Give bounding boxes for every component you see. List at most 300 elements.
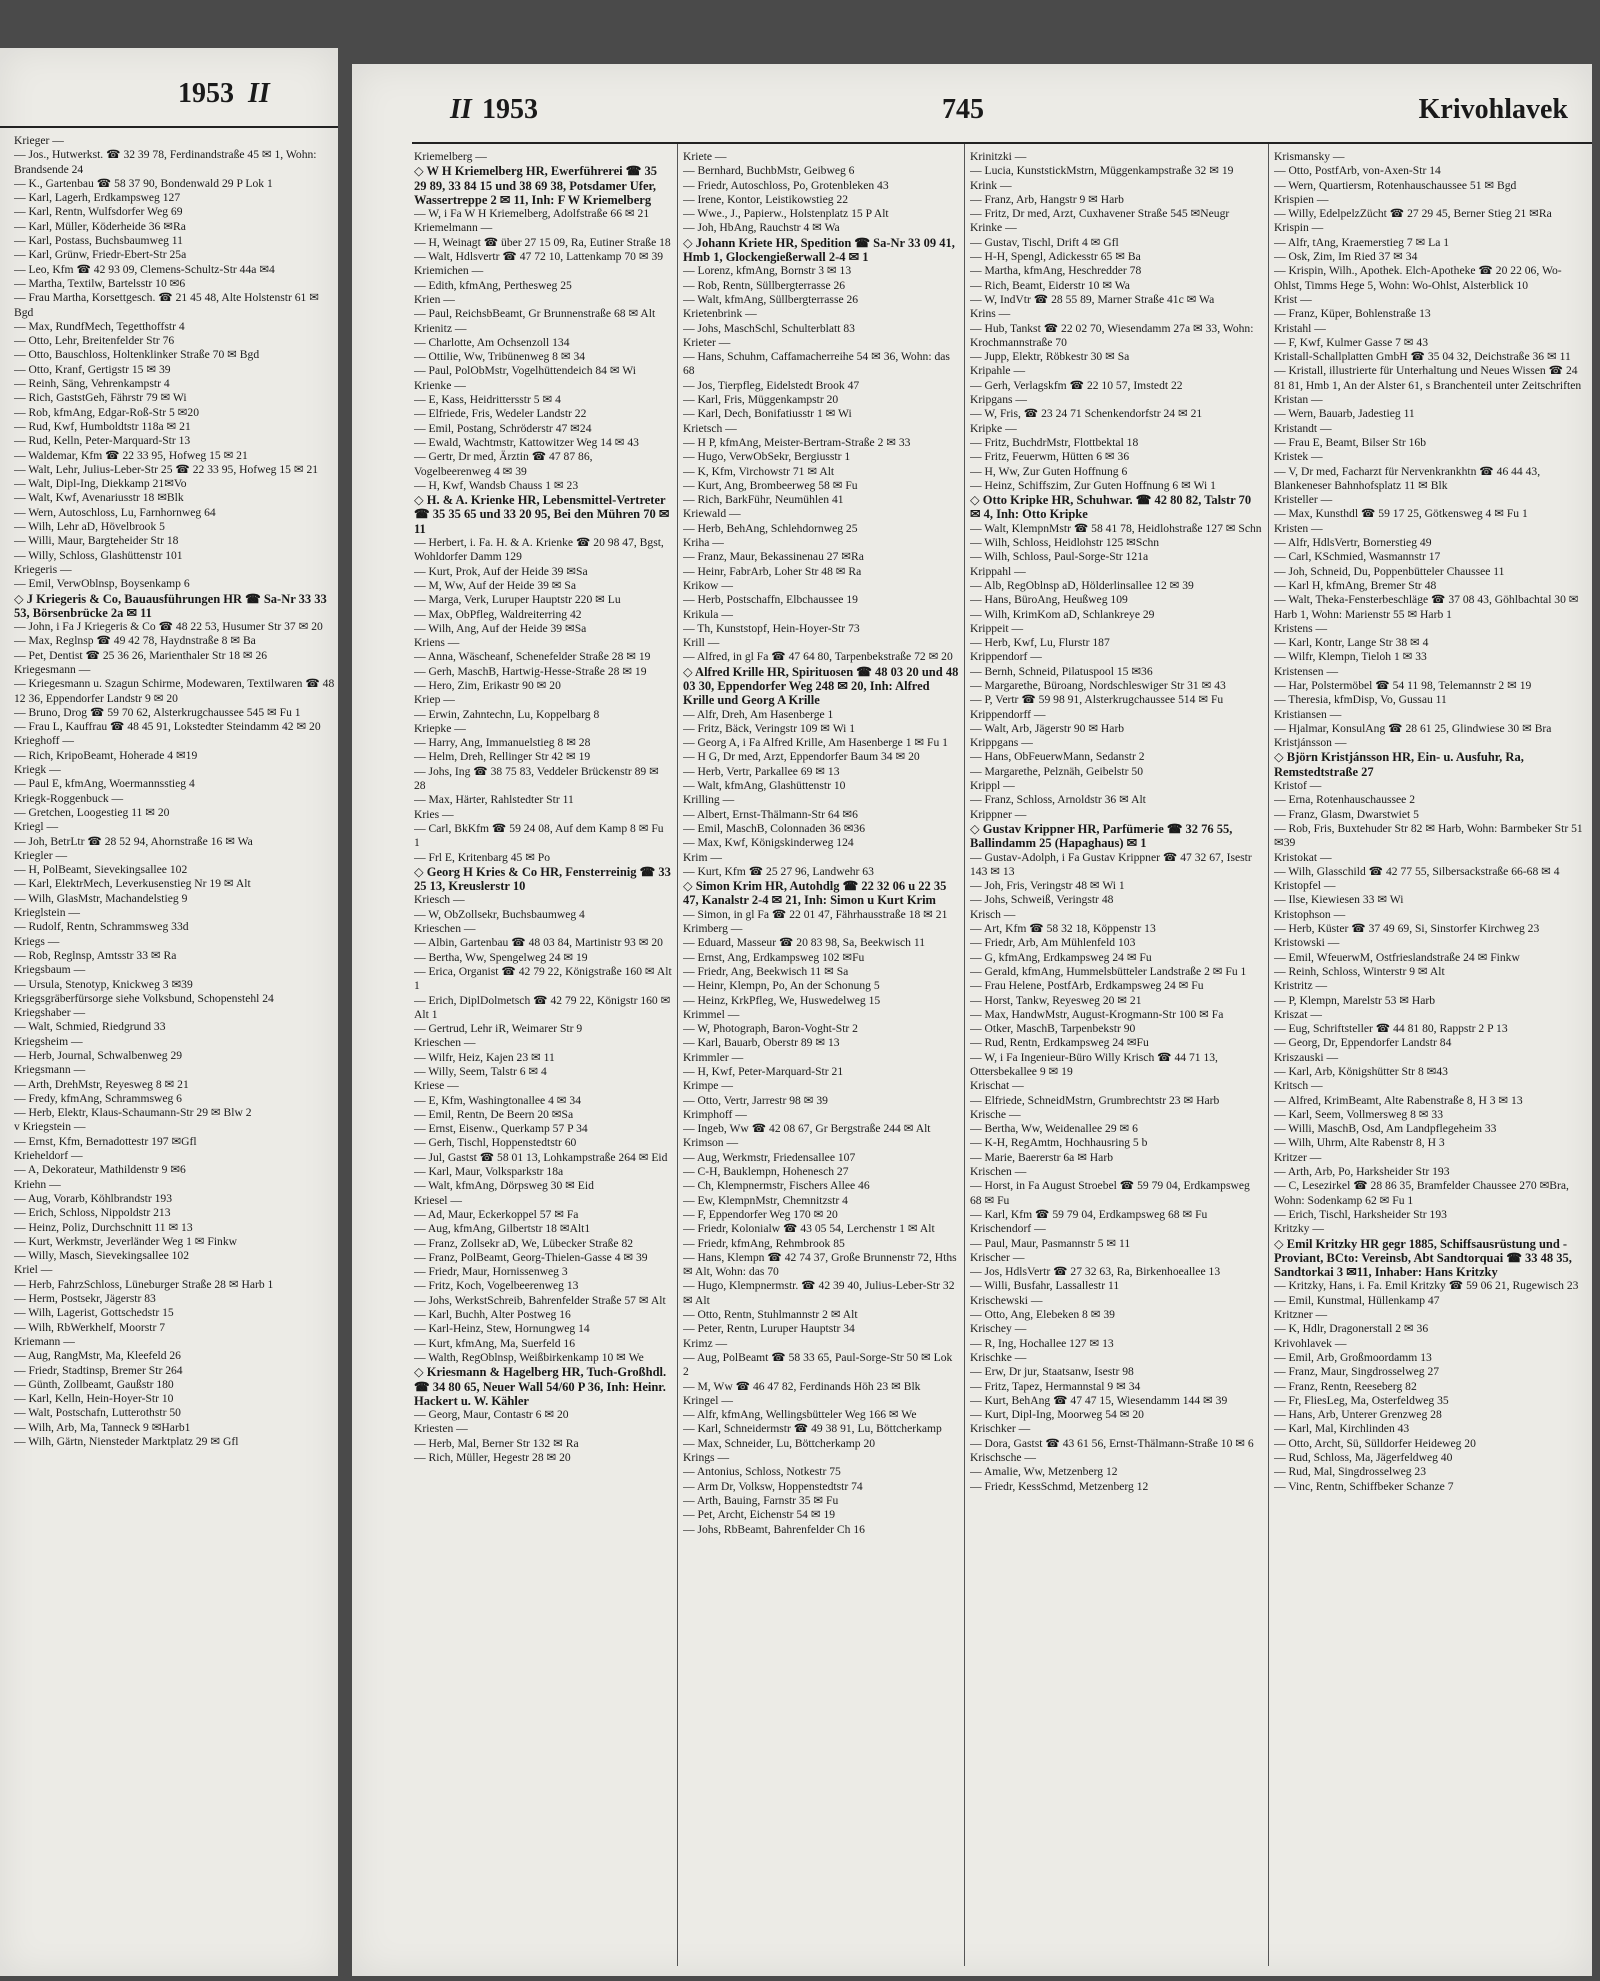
- directory-entry: — Herb, Vertr, Parkallee 69 ✉ 13: [683, 764, 840, 778]
- directory-entry: — Jos, Tierpfleg, Eidelstedt Brook 47: [683, 378, 860, 392]
- directory-entry: — Dora, Gastst ☎ 43 61 56, Ernst-Thälmann-Straße 10 ✉ 6: [970, 1436, 1254, 1450]
- directory-entry: — Erich, DiplDolmetsch ☎ 42 79 22, Königstr 160 ✉ Alt 1: [414, 993, 671, 1021]
- directory-entry: — Walth, RegOblnsp, Weißbirkenkamp 10 ✉ We: [414, 1350, 644, 1364]
- directory-entry: — Kurt, Ang, Brombeerweg 58 ✉ Fu: [683, 478, 858, 492]
- directory-entry: — Leo, Kfm ☎ 42 93 09, Clemens-Schultz-Str 44a ✉4: [14, 262, 275, 276]
- directory-entry: — Rudolf, Rentn, Schrammsweg 33d: [14, 920, 189, 934]
- directory-entry: — Otto, Kranf, Gertigstr 15 ✉ 39: [14, 362, 171, 376]
- directory-entry: — Hero, Zim, Erikastr 90 ✉ 20: [414, 678, 561, 692]
- directory-entry: Kriegk —: [14, 763, 61, 777]
- directory-entry: — Emil, Rentn, De Beern 20 ✉Sa: [414, 1107, 574, 1121]
- directory-entry: — Franz, Rentn, Reeseberg 82: [1274, 1379, 1417, 1393]
- directory-entry: — Walt, kfmAng, Süllbergterrasse 26: [683, 292, 859, 306]
- directory-entry: — Ad, Maur, Eckerkoppel 57 ✉ Fa: [414, 1207, 579, 1221]
- directory-entry: Krieter —: [683, 335, 731, 349]
- directory-entry: Kriegsgräberfürsorge siehe Volksbund, Schopenstehl 24: [14, 991, 274, 1005]
- directory-entry: — V, Dr med, Facharzt für Nervenkrankhtn ☎ 46 44 43, Blankeneser Bahnhofsplatz 11 ✉ Blk: [1274, 464, 1541, 492]
- directory-entry: Krimphoff —: [683, 1107, 747, 1121]
- directory-entry: ◇ J Kriegeris & Co, Bauausführungen HR ☎ Sa-Nr 33 33 53, Börsenbrücke 2a ✉ 11: [14, 591, 327, 620]
- directory-entry: Krische —: [970, 1107, 1021, 1121]
- directory-entry: — Eug, Schriftsteller ☎ 44 81 80, Rappstr 2 P 13: [1274, 1022, 1508, 1036]
- directory-entry: — Herb, Journal, Schwalbenweg 29: [14, 1049, 183, 1062]
- directory-entry: Kritzer —: [1274, 1150, 1322, 1164]
- directory-entry: — Max, RundfMech, Tegetthoffstr 4: [14, 319, 185, 333]
- directory-entry: — Georg A, i Fa Alfred Krille, Am Hasenberge 1 ✉ Fu 1: [683, 736, 948, 750]
- directory-entry: ◇ Simon Krim HR, Autohdlg ☎ 22 32 06 u 22 35 47, Kanalstr 2-4 ✉ 21, Inh: Simon u Kurt Krim: [683, 879, 947, 908]
- directory-entry: — H P, kfmAng, Meister-Bertram-Straße 2 ✉ 33: [683, 435, 911, 449]
- page-number: 745: [942, 94, 984, 125]
- directory-entry: — Karl, Bauarb, Oberstr 89 ✉ 13: [683, 1036, 840, 1050]
- directory-entry: — Alfred, KrimBeamt, Alte Rabenstraße 8, H 3 ✉ 13: [1274, 1093, 1523, 1107]
- right-column-3: [970, 150, 1262, 1966]
- directory-entry: Kripgans —: [970, 393, 1027, 407]
- directory-entry: — P, Vertr ☎ 59 98 91, Alsterkrugchaussee 514 ✉ Fu: [970, 693, 1224, 707]
- left-page-header: [0, 78, 338, 118]
- directory-entry: — Franz, Arb, Hangstr 9 ✉ Harb: [970, 192, 1124, 206]
- directory-entry: — K, Hdlr, Dragonerstall 2 ✉ 36: [1274, 1322, 1429, 1336]
- directory-entry: — Antonius, Schloss, Notkestr 75: [683, 1465, 841, 1479]
- directory-entry: — Ewald, Wachtmstr, Kattowitzer Weg 14 ✉ 43: [414, 435, 639, 449]
- directory-entry: Krim —: [683, 850, 722, 864]
- directory-entry: — Max, HandwMstr, August-Krogmann-Str 100 ✉ Fa: [970, 1007, 1224, 1021]
- directory-entry: — Wilh, Schloss, Paul-Sorge-Str 121a: [970, 550, 1149, 564]
- directory-entry: Kristiansen —: [1274, 707, 1342, 721]
- directory-entry: — Erich, Tischl, Harksheider Str 193: [1274, 1207, 1447, 1221]
- directory-entry: — Vinc, Rentn, Schiffbeker Schanze 7: [1274, 1479, 1454, 1493]
- directory-entry: Kristan —: [1274, 393, 1323, 407]
- directory-entry: — Walt, Theka-Fensterbeschläge ☎ 37 08 43, Göhlbachtal 30 ✉ Harb 1, Wohn: Marienstr 55 ✉ Harb 1: [1274, 593, 1579, 621]
- directory-entry: — Gerh, Verlagskfm ☎ 22 10 57, Imstedt 22: [970, 378, 1183, 392]
- directory-entry: — Pet, Archt, Eichenstr 54 ✉ 19: [683, 1508, 836, 1522]
- directory-entry: Kriegk-Roggenbuck —: [14, 791, 124, 805]
- directory-entry: — Bertha, Ww, Weidenallee 29 ✉ 6: [970, 1122, 1138, 1136]
- directory-entry: — Wern, Bauarb, Jadestieg 11: [1274, 407, 1415, 421]
- directory-entry: — Albert, Ernst-Thälmann-Str 64 ✉6: [683, 807, 858, 821]
- directory-entry: — E, Kass, Heidrittersstr 5 ✉ 4: [414, 393, 561, 407]
- directory-entry: Kristokat —: [1274, 850, 1332, 864]
- directory-entry: Kriegsheim —: [14, 1034, 83, 1048]
- directory-entry: — Erich, Schloss, Nippoldstr 213: [14, 1206, 171, 1220]
- directory-entry: Krienke —: [414, 378, 466, 392]
- directory-entry: — Margarethe, Büroang, Nordschleswiger Str 31 ✉ 43: [970, 678, 1226, 692]
- directory-entry: — Wern, Autoschloss, Lu, Farnhornweg 64: [14, 505, 216, 519]
- directory-entry: — A, Dekorateur, Mathildenstr 9 ✉6: [14, 1163, 186, 1177]
- directory-entry: — Franz, Maur, Singdrosselweg 27: [1274, 1365, 1440, 1379]
- directory-entry: — Johs, RbBeamt, Bahrenfelder Ch 16: [683, 1522, 865, 1536]
- directory-entry: — Rob, kfmAng, Edgar-Roß-Str 5 ✉20: [14, 405, 199, 419]
- directory-entry: Krippgans —: [970, 736, 1033, 750]
- directory-entry: — Albin, Gartenbau ☎ 48 03 84, Martinistr 93 ✉ 20: [414, 936, 663, 950]
- directory-entry: — Karl, Kelln, Hein-Hoyer-Str 10: [14, 1392, 174, 1406]
- directory-entry: — H, Weinagt ☎ über 27 15 09, Ra, Eutiner Straße 18: [414, 235, 671, 249]
- directory-entry: Kriegshaber —: [14, 1006, 86, 1020]
- directory-entry: — Horst, in Fa August Stroebel ☎ 59 79 04, Erdkampsweg 68 ✉ Fu: [970, 1179, 1250, 1207]
- directory-entry: Kriesel —: [414, 1193, 462, 1207]
- directory-entry: — Marga, Verk, Luruper Hauptstr 220 ✉ Lu: [414, 593, 621, 607]
- directory-entry: — Ernst, Eisenw., Querkamp 57 P 34: [414, 1122, 588, 1136]
- directory-entry: — Wilfr, Klempn, Tieloh 1 ✉ 33: [1274, 650, 1427, 664]
- directory-entry: Kristen —: [1274, 521, 1323, 535]
- directory-entry: Kriesch —: [414, 893, 465, 907]
- directory-entry: — Karl, Kfm ☎ 59 79 04, Erdkampsweg 68 ✉ Fu: [970, 1207, 1208, 1221]
- directory-entry: — Gustav-Adolph, i Fa Gustav Krippner ☎ 47 32 67, Isestr 143 ✉ 13: [970, 850, 1252, 878]
- directory-entry: — Franz, Küper, Bohlenstraße 13: [1274, 307, 1431, 321]
- directory-entry: Kriegeris —: [14, 562, 72, 576]
- directory-entry: — Kristall, illustrierte für Unterhaltung und Neues Wissen ☎ 24 81 81, Hmb 1, An der Alster 61, s Branchenteil unter Zeitschriften: [1274, 364, 1582, 392]
- directory-entry: Krippendorf —: [970, 650, 1042, 664]
- directory-entry: — Ilse, Kiewiesen 33 ✉ Wi: [1274, 893, 1404, 907]
- directory-entry: — K-H, RegAmtm, Hochhausring 5 b: [970, 1136, 1148, 1150]
- directory-entry: Kriese —: [414, 1079, 459, 1093]
- directory-entry: — K, Kfm, Virchowstr 71 ✉ Alt: [683, 464, 835, 478]
- directory-entry: Kriszauski —: [1274, 1050, 1339, 1064]
- directory-entry: — Friedr, Arb, Am Mühlenfeld 103: [970, 936, 1136, 950]
- directory-entry: — Herb, Postschaffn, Elbchaussee 19: [683, 593, 858, 607]
- directory-entry: — Joh, BetrLtr ☎ 28 52 94, Ahornstraße 16 ✉ Wa: [14, 834, 253, 848]
- directory-entry: — Franz, Glasm, Dwarstwiet 5: [1274, 807, 1419, 821]
- guide-word: Krivohlavek: [1418, 94, 1568, 125]
- directory-entry: — Karl, Müller, Köderheide 36 ✉Ra: [14, 219, 186, 233]
- directory-entry: Krimz —: [683, 1336, 728, 1350]
- directory-entry: — Arm Dr, Volksw, Hoppenstedtstr 74: [683, 1479, 863, 1493]
- directory-entry: — Karl, Seem, Vollmersweg 8 ✉ 33: [1274, 1107, 1444, 1121]
- directory-entry: — E, Kfm, Washingtonallee 4 ✉ 34: [414, 1093, 581, 1107]
- directory-entry: Krilling —: [683, 793, 735, 807]
- directory-entry: — Walt, Arb, Jägerstr 90 ✉ Harb: [970, 721, 1125, 735]
- directory-entry: — Fritz, Bäck, Veringstr 109 ✉ Wi 1: [683, 721, 856, 735]
- directory-entry: Kripke —: [970, 421, 1017, 435]
- directory-entry: — Edith, kfmAng, Perthesweg 25: [414, 278, 572, 292]
- directory-entry: Kristahl —: [1274, 321, 1326, 335]
- directory-entry: Kritzner —: [1274, 1308, 1328, 1322]
- directory-entry: — Hugo, VerwObSekr, Bergiusstr 1: [683, 450, 851, 464]
- directory-entry: — Th, Kunststopf, Hein-Hoyer-Str 73: [683, 621, 860, 635]
- directory-entry: — Frau Helene, PostfArb, Erdkampsweg 24 ✉ Fu: [970, 979, 1204, 993]
- directory-entry: — Alfr, kfmAng, Wellingsbütteler Weg 166 ✉ We: [683, 1408, 917, 1422]
- directory-entry: Kriegl —: [14, 820, 59, 834]
- directory-entry: — Arth, DrehMstr, Reyesweg 8 ✉ 21: [14, 1077, 189, 1091]
- directory-entry: Krien —: [414, 292, 455, 306]
- directory-entry: Krieschen —: [414, 1036, 476, 1050]
- directory-entry: — Wilh, Arb, Ma, Tanneck 9 ✉Harb1: [14, 1420, 191, 1434]
- left-header-roman: II: [248, 78, 270, 109]
- directory-entry: — W, IndVtr ☎ 28 55 89, Marner Straße 41c ✉ Wa: [970, 292, 1215, 306]
- left-header-rule: [0, 126, 338, 128]
- directory-entry: — Krispin, Wilh., Apothek. Elch-Apotheke ☎ 20 22 06, Wo-Ohlst, Timms Hege 5, Wohn: Wo-Ohlst, Alsterblick 10: [1274, 264, 1562, 292]
- directory-entry: — Fritz, Feuerwm, Hütten 6 ✉ 36: [970, 450, 1130, 464]
- directory-entry: — Karl, Postass, Buchsbaumweg 11: [14, 234, 183, 248]
- directory-entry: — Frau L, Kauffrau ☎ 48 45 91, Lokstedter Steindamm 42 ✉ 20: [14, 720, 321, 734]
- directory-entry: — Kurt, kfmAng, Ma, Suerfeld 16: [414, 1336, 575, 1350]
- directory-entry: — Joh, HbAng, Rauchstr 4 ✉ Wa: [683, 221, 840, 235]
- directory-entry: — Charlotte, Am Ochsenzoll 134: [414, 335, 570, 349]
- directory-entry: — Karl H, kfmAng, Bremer Str 48: [1274, 578, 1437, 592]
- directory-entry: — Alfr, tAng, Kraemerstieg 7 ✉ La 1: [1274, 235, 1450, 249]
- directory-entry: — Simon, in gl Fa ☎ 22 01 47, Fährhausstraße 18 ✉ 21: [683, 907, 948, 921]
- directory-entry: — Wilh, Lehr aD, Hövelbrook 5: [14, 520, 165, 534]
- column-rule: [1268, 144, 1269, 1966]
- directory-entry: Kristjánsson —: [1274, 736, 1347, 750]
- directory-entry: Krischer —: [970, 1250, 1025, 1264]
- directory-entry: ◇ Georg H Kries & Co HR, Fensterreinig ☎ 33 25 13, Kreuslerstr 10: [414, 864, 671, 894]
- right-header-rule: [412, 142, 1592, 144]
- directory-entry: — Karl, ElektrMech, Leverkusenstieg Nr 19 ✉ Alt: [14, 877, 251, 891]
- directory-entry: Krieheldorf —: [14, 1149, 83, 1163]
- directory-entry: — Walt, Dipl-Ing, Diekkamp 21✉Vo: [14, 477, 187, 491]
- directory-entry: — C, Lesezirkel ☎ 28 86 35, Bramfelder Chaussee 270 ✉Bra, Wohn: Sodenkamp 62 ✉ Fu 1: [1274, 1179, 1569, 1207]
- directory-entry: — Johs, MaschSchl, Schulterblatt 83: [683, 321, 855, 335]
- directory-entry: — Pet, Dentist ☎ 25 36 26, Marienthaler Str 18 ✉ 26: [14, 648, 268, 662]
- directory-entry: — Herb, Elektr, Klaus-Schaumann-Str 29 ✉ Blw 2: [14, 1106, 252, 1120]
- directory-entry: — Rob, Rentn, Süllbergterrasse 26: [683, 278, 846, 292]
- directory-entry: — H, Kwf, Peter-Marquard-Str 21: [683, 1065, 844, 1078]
- directory-entry: — Wilh, RbWerkhelf, Moorstr 7: [14, 1320, 166, 1334]
- directory-entry: — Kurt, Dipl-Ing, Moorweg 54 ✉ 20: [970, 1408, 1144, 1422]
- directory-entry: — Rich, BarkFühr, Neumühlen 41: [683, 493, 844, 507]
- directory-entry: — Hans, Arb, Unterer Grenzweg 28: [1274, 1408, 1442, 1422]
- directory-entry: Krippner —: [970, 807, 1027, 821]
- directory-entry: — Ingeb, Ww ☎ 42 08 67, Gr Bergstraße 244 ✉ Alt: [683, 1122, 931, 1136]
- right-page: [352, 64, 1592, 1976]
- directory-entry: — Amalie, Ww, Metzenberg 12: [970, 1465, 1118, 1479]
- directory-entry: — Erwin, Zahntechn, Lu, Koppelbarg 8: [414, 707, 600, 721]
- directory-entry: — Hjalmar, KonsulAng ☎ 28 61 25, Glindwiese 30 ✉ Bra: [1274, 721, 1552, 735]
- directory-entry: — Herb, BehAng, Schlehdornweg 25: [683, 521, 858, 535]
- directory-entry: — Walt, Kwf, Avenariusstr 18 ✉Blk: [14, 491, 184, 505]
- directory-entry: Krimson —: [683, 1136, 739, 1150]
- directory-entry: — Paul, Maur, Pasmannstr 5 ✉ 11: [970, 1236, 1131, 1250]
- directory-entry: — Friedr, Ang, Beekwisch 11 ✉ Sa: [683, 964, 849, 978]
- directory-entry: — Bertha, Ww, Spengelweg 24 ✉ 19: [414, 950, 588, 964]
- directory-entry: — Max, Kwf, Königskinderweg 124: [683, 836, 854, 850]
- left-page: [0, 48, 338, 1976]
- directory-entry: — Karl, Schneidermstr ☎ 49 38 91, Lu, Böttcherkamp: [683, 1422, 942, 1436]
- directory-entry: — Waldemar, Kfm ☎ 22 33 95, Hofweg 15 ✉ 21: [14, 448, 248, 462]
- directory-entry: ◇ Björn Kristjánsson HR, Ein- u. Ausfuhr, Ra, Remstedtstraße 27: [1274, 750, 1524, 779]
- directory-entry: ◇ Emil Kritzky HR gegr 1885, Schiffsausrüstung und -Proviant, BCto: Vereinsb, Abt Sandtorquai ☎ 33 48 35, Sandtorkai 3 ✉11, Inhaber: Hans Kritzky: [1274, 1236, 1572, 1280]
- directory-entry: Krink —: [970, 178, 1012, 192]
- directory-entry: Kriegs —: [14, 934, 60, 948]
- directory-entry: Kringel —: [683, 1393, 733, 1407]
- directory-entry: v Kriegstein —: [14, 1120, 86, 1134]
- directory-entry: — Ursula, Stenotyp, Knickweg 3 ✉39: [14, 977, 193, 991]
- directory-entry: Kristophson —: [1274, 907, 1346, 921]
- directory-entry: — Karl, Mal, Kirchlinden 43: [1274, 1422, 1410, 1436]
- directory-entry: — Aug, PolBeamt ☎ 58 33 65, Paul-Sorge-Str 50 ✉ Lok 2: [683, 1350, 953, 1379]
- directory-entry: — Walt, KlempnMstr ☎ 58 41 78, Heidlohstraße 127 ✉ Schn: [970, 521, 1262, 535]
- directory-entry: — Rob, Fris, Buxtehuder Str 82 ✉ Harb, Wohn: Barmbeker Str 51 ✉39: [1274, 821, 1583, 850]
- directory-entry: Kriegesmann —: [14, 662, 91, 676]
- directory-entry: — Martha, Textilw, Bartelsstr 10 ✉6: [14, 276, 186, 290]
- directory-entry: — W, i Fa Ingenieur-Büro Willy Krisch ☎ 44 71 13, Ottersbekallee 9 ✉ 19: [970, 1050, 1218, 1078]
- directory-entry: — Reinh, Schloss, Winterstr 9 ✉ Alt: [1274, 964, 1445, 978]
- directory-entry: — Ernst, Ang, Erdkampsweg 102 ✉Fu: [683, 950, 865, 964]
- directory-entry: — Fritz, Koch, Vogelbeerenweg 13: [414, 1279, 579, 1293]
- directory-entry: Kriel —: [14, 1263, 53, 1277]
- directory-entry: Krippl —: [970, 779, 1015, 793]
- directory-entry: Krisch —: [970, 907, 1016, 921]
- directory-entry: — Willy, Masch, Sievekingsallee 102: [14, 1249, 190, 1263]
- directory-entry: Krinitzki —: [970, 150, 1027, 163]
- directory-entry: — Wwe., J., Papierw., Holstenplatz 15 P Alt: [683, 207, 889, 221]
- directory-entry: Kristowski —: [1274, 936, 1340, 950]
- directory-entry: — Willi, Busfahr, Lassallestr 11: [970, 1279, 1120, 1293]
- directory-entry: — Paul, ReichsbBeamt, Gr Brunnenstraße 68 ✉ Alt: [414, 307, 656, 321]
- directory-entry: Krins —: [970, 307, 1011, 321]
- directory-entry: Krismansky —: [1274, 150, 1345, 163]
- directory-entry: — Rud, Schloss, Ma, Jägerfeldweg 40: [1274, 1451, 1453, 1465]
- directory-entry: — Joh, Fris, Veringstr 48 ✉ Wi 1: [970, 879, 1125, 893]
- directory-entry: — Georg, Maur, Contastr 6 ✉ 20: [414, 1408, 569, 1422]
- directory-entry: — Heinz, Schiffszim, Zur Guten Hoffnung 6 ✉ Wi 1: [970, 478, 1216, 492]
- directory-entry: Krinke —: [970, 221, 1017, 235]
- directory-entry: — Johs, Schweiß, Veringstr 48: [970, 893, 1114, 907]
- directory-entry: — Franz, Zollsekr aD, We, Lübecker Straße 82: [414, 1236, 634, 1250]
- directory-entry: — Heinr, FabrArb, Loher Str 48 ✉ Ra: [683, 564, 862, 578]
- directory-entry: Kristens —: [1274, 621, 1328, 635]
- directory-entry: — Emil, VerwOblnsp, Boysenkamp 6: [14, 577, 190, 591]
- directory-entry: — Walt, Schmied, Riedgrund 33: [14, 1020, 166, 1034]
- directory-entry: — Horst, Tankw, Reyesweg 20 ✉ 21: [970, 993, 1142, 1007]
- directory-entry: Kriens —: [414, 636, 460, 650]
- directory-entry: — Otto, Rentn, Stuhlmannstr 2 ✉ Alt: [683, 1308, 858, 1322]
- directory-entry: — Lorenz, kfmAng, Bornstr 3 ✉ 13: [683, 264, 852, 278]
- directory-entry: Krischat —: [970, 1079, 1024, 1093]
- directory-entry: — Emil, Arb, Großmoordamm 13: [1274, 1350, 1432, 1364]
- directory-entry: — Ernst, Kfm, Bernadottestr 197 ✉Gfl: [14, 1134, 197, 1148]
- directory-entry: — Herb, Küster ☎ 37 49 69, Si, Sinstorfer Kirchweg 23: [1274, 922, 1540, 936]
- directory-entry: — Emil, Kunstmal, Hüllenkamp 47: [1274, 1293, 1440, 1307]
- directory-entry: — Bruno, Drog ☎ 59 70 62, Alsterkrugchaussee 545 ✉ Fu 1: [14, 705, 301, 719]
- directory-entry: — Otto, Vertr, Jarrestr 98 ✉ 39: [683, 1093, 828, 1107]
- directory-entry: Krischsche —: [970, 1451, 1037, 1465]
- directory-entry: — Jupp, Elektr, Röbkestr 30 ✉ Sa: [970, 350, 1130, 364]
- directory-entry: Krieger —: [14, 134, 64, 147]
- directory-entry: Kriegler —: [14, 848, 68, 862]
- directory-entry: Krikula —: [683, 607, 733, 621]
- right-page-header: [352, 94, 1592, 134]
- directory-entry: Kriemann —: [14, 1334, 75, 1348]
- directory-entry: Krivohlavek —: [1274, 1336, 1347, 1350]
- directory-entry: — Margarethe, Pelznäh, Geibelstr 50: [970, 764, 1143, 778]
- directory-entry: — H, Kwf, Wandsb Chauss 1 ✉ 23: [414, 478, 579, 492]
- directory-entry: — John, i Fa J Kriegeris & Co ☎ 48 22 53, Husumer Str 37 ✉ 20: [14, 620, 323, 634]
- directory-entry: Krimmler —: [683, 1050, 744, 1064]
- directory-entry: — M, Ww ☎ 46 47 82, Ferdinands Höh 23 ✉ Blk: [683, 1379, 921, 1393]
- directory-entry: — Ottilie, Ww, Tribünenweg 8 ✉ 34: [414, 350, 586, 364]
- directory-entry: Krischker —: [970, 1422, 1031, 1436]
- directory-entry: Kristeller —: [1274, 493, 1333, 507]
- directory-entry: Krispin —: [1274, 221, 1324, 235]
- directory-entry: — Karl, Maur, Volksparkstr 18a: [414, 1165, 564, 1179]
- directory-entry: — Fr, FliesLeg, Ma, Osterfeldweg 35: [1274, 1393, 1449, 1407]
- directory-entry: — Georg, Dr, Eppendorfer Landstr 84: [1274, 1036, 1452, 1050]
- directory-entry: — Karl, Grünw, Friedr-Ebert-Str 25a: [14, 248, 187, 262]
- directory-entry: — Kurt, Prok, Auf der Heide 39 ✉Sa: [414, 564, 588, 578]
- directory-entry: — Max, Schneider, Lu, Böttcherkamp 20: [683, 1436, 876, 1450]
- directory-entry: — Rich, Müller, Hegestr 28 ✉ 20: [414, 1451, 571, 1465]
- directory-entry: — Willy, EdelpelzZücht ☎ 27 29 45, Berner Stieg 21 ✉Ra: [1274, 207, 1552, 221]
- directory-entry: — Otto, Lehr, Breitenfelder Str 76: [14, 334, 175, 348]
- directory-entry: Kristopfel —: [1274, 879, 1336, 893]
- directory-entry: — Günth, Zollbeamt, Gaußstr 180: [14, 1377, 174, 1391]
- directory-entry: Kriep —: [414, 693, 455, 707]
- directory-entry: — Hugo, Klempnermstr. ☎ 42 39 40, Julius-Leber-Str 32 ✉ Alt: [683, 1279, 955, 1307]
- directory-entry: — Willy, Schloss, Glashüttenstr 101: [14, 548, 183, 562]
- directory-entry: — M, Ww, Auf der Heide 39 ✉ Sa: [414, 578, 577, 592]
- directory-entry: Kristritz —: [1274, 979, 1328, 993]
- directory-entry: — Heinr, Klempn, Po, An der Schonung 5: [683, 979, 880, 993]
- directory-entry: — Willi, MaschB, Osd, Am Landpflegeheim 33: [1274, 1122, 1497, 1136]
- directory-entry: — Walt, kfmAng, Dörpsweg 30 ✉ Eid: [414, 1179, 594, 1193]
- directory-entry: — H G, Dr med, Arzt, Eppendorfer Baum 34 ✉ 20: [683, 750, 920, 764]
- directory-entry: — Rud, Kwf, Humboldtstr 118a ✉ 21: [14, 419, 191, 433]
- directory-entry: Kripahle —: [970, 364, 1026, 378]
- directory-entry: — H-H, Spengl, Adickesstr 65 ✉ Ba: [970, 250, 1141, 264]
- directory-entry: — Max, Härter, Rahlstedter Str 11: [414, 793, 574, 807]
- directory-entry: — Max, ObPfleg, Waldreiterring 42: [414, 607, 582, 621]
- directory-entry: Kristensen —: [1274, 664, 1339, 678]
- directory-entry: — Theresia, kfmDisp, Vo, Gussau 11: [1274, 693, 1447, 707]
- directory-entry: — Friedr, Maur, Hornissenweg 3: [414, 1265, 568, 1279]
- directory-entry: — Heinz, KrkPfleg, We, Huswedelweg 15: [683, 993, 881, 1007]
- directory-entry: Kristall-Schallplatten GmbH ☎ 35 04 32, Deichstraße 36 ✉ 11: [1274, 350, 1571, 364]
- directory-entry: — Herb, Kwf, Lu, Flurstr 187: [970, 636, 1110, 650]
- directory-entry: Krischey —: [970, 1322, 1027, 1336]
- directory-entry: — Karl, Lagerh, Erdkampsweg 127: [14, 191, 181, 205]
- directory-entry: Krischen —: [970, 1165, 1027, 1179]
- directory-entry: — Wilh, Ang, Auf der Heide 39 ✉Sa: [414, 621, 587, 635]
- directory-entry: Krill —: [683, 636, 720, 650]
- directory-entry: — Kritzky, Hans, i. Fa. Emil Kritzky ☎ 59 06 21, Rugewisch 23: [1274, 1279, 1579, 1293]
- directory-entry: Krippahl —: [970, 564, 1026, 578]
- right-header-roman: II: [450, 94, 472, 125]
- directory-entry: — Bernhard, BuchbMstr, Geibweg 6: [683, 164, 855, 178]
- directory-entry: — Aug, Werkmstr, Friedensallee 107: [683, 1150, 856, 1164]
- right-column-2: [683, 150, 959, 1966]
- directory-entry: Kriegsmann —: [14, 1063, 86, 1077]
- directory-entry: — Otto, Bauschloss, Holtenklinker Straße 70 ✉ Bgd: [14, 348, 260, 362]
- directory-entry: — Franz, Maur, Bekassinenau 27 ✉Ra: [683, 550, 864, 564]
- directory-entry: Kritsch —: [1274, 1079, 1323, 1093]
- directory-entry: — Max, Kunsthdl ☎ 59 17 25, Götkensweg 4 ✉ Fu 1: [1274, 507, 1528, 521]
- directory-entry: Kriehn —: [14, 1177, 61, 1191]
- directory-entry: — Gretchen, Loogestieg 11 ✉ 20: [14, 805, 170, 819]
- directory-entry: — Paul, PolObMstr, Vogelhüttendeich 84 ✉ Wi: [414, 364, 636, 378]
- right-column-4: [1274, 150, 1586, 1966]
- directory-entry: — Erica, Organist ☎ 42 79 22, Königstraße 160 ✉ Alt 1: [414, 964, 672, 993]
- directory-entry: Krispien —: [1274, 192, 1329, 206]
- directory-entry: — Hans, Klempn ☎ 42 74 37, Große Brunnenstr 72, Hths ✉ Alt, Wohn: das 70: [683, 1250, 957, 1279]
- directory-entry: Kriemelmann —: [414, 221, 493, 235]
- directory-entry: — Alb, RegOblnsp aD, Hölderlinsallee 12 ✉ 39: [970, 578, 1194, 592]
- directory-entry: — Walt, Hdlsvertr ☎ 47 72 10, Lattenkamp 70 ✉ 39: [414, 250, 664, 264]
- directory-entry: Krietenbrink —: [683, 307, 757, 321]
- directory-entry: — Art, Kfm ☎ 58 32 18, Köppenstr 13: [970, 922, 1156, 936]
- directory-entry: — Karl, Dech, Bonifatiusstr 1 ✉ Wi: [683, 407, 852, 421]
- directory-entry: ◇ Johann Kriete HR, Spedition ☎ Sa-Nr 33 09 41, Hmb 1, Glockengießerwall 2-4 ✉ 1: [683, 235, 955, 265]
- left-column: [14, 134, 336, 1966]
- directory-entry: — Alfred, in gl Fa ☎ 47 64 80, Tarpenbekstraße 72 ✉ 20: [683, 650, 953, 664]
- directory-entry: — Hub, Tankst ☎ 22 02 70, Wiesendamm 27a ✉ 33, Wohn: Krochmannstraße 70: [970, 321, 1254, 349]
- directory-entry: ◇ Kriesmann & Hagelberg HR, Tuch-Großhdl. ☎ 34 80 65, Neuer Wall 54/60 P 36, Inh: Heinr. Hackert u. W. Kähler: [414, 1365, 667, 1408]
- directory-entry: ◇ Otto Kripke HR, Schuhwar. ☎ 42 80 82, Talstr 70 ✉ 4, Inh: Otto Kripke: [970, 493, 1252, 522]
- directory-entry: — Wilh, Schloss, Heidlohstr 125 ✉Schn: [970, 536, 1160, 550]
- directory-entry: — Wilh, GlasMstr, Machandelstieg 9: [14, 891, 188, 905]
- directory-entry: — Reinh, Säng, Vehrenkampstr 4: [14, 377, 170, 391]
- directory-entry: — Anna, Wäscheanf, Schenefelder Straße 28 ✉ 19: [414, 650, 651, 664]
- directory-entry: — Aug, Vorarb, Köhlbrandstr 193: [14, 1191, 173, 1205]
